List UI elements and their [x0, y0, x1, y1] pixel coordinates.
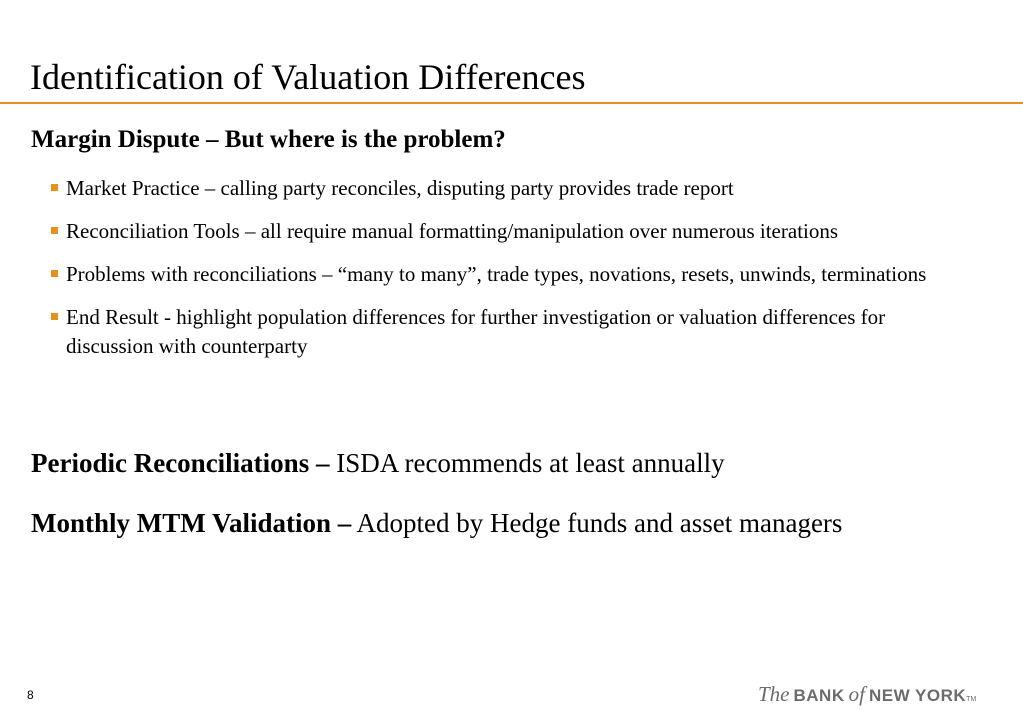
periodic-reconciliations-paragraph	[31, 444, 891, 482]
bullet-text: End Result - highlight population differences for further investigation or valuation differences for discussion with counterparty	[66, 305, 886, 358]
bullet-item	[47, 174, 947, 203]
logo-new-york: NEW YORK	[868, 686, 967, 705]
bullet-text: Problems with reconciliations – “many to many”, trade types, novations, resets, unwinds, terminations	[66, 262, 927, 286]
square-bullet-icon	[51, 227, 58, 234]
square-bullet-icon	[51, 313, 58, 320]
square-bullet-icon	[51, 270, 58, 277]
bullet-text: Reconciliation Tools – all require manual formatting/manipulation over numerous iterations	[66, 219, 839, 243]
bullet-text: Market Practice – calling party reconciles, disputing party provides trade report	[66, 176, 734, 200]
logo-of: of	[848, 682, 865, 706]
paragraph-text: Adopted by Hedge funds and asset managers	[351, 508, 843, 538]
bank-of-new-york-logo	[758, 680, 976, 714]
section-heading: Margin Dispute – But where is the problem?	[31, 126, 506, 153]
logo-the: The	[758, 682, 790, 706]
bullet-item	[47, 217, 947, 246]
paragraph-bold-lead: Monthly MTM Validation –	[31, 508, 352, 538]
paragraph-text: ISDA recommends at least annually	[329, 448, 725, 478]
logo-trademark: TM	[966, 696, 977, 703]
bullet-item	[47, 260, 947, 289]
page-number: 8	[27, 688, 34, 702]
monthly-mtm-validation-paragraph	[31, 504, 891, 542]
title-divider	[0, 102, 1023, 104]
logo-bank: BANK	[793, 686, 845, 705]
bullet-item	[47, 303, 947, 361]
bullet-list	[47, 174, 947, 375]
square-bullet-icon	[51, 184, 58, 191]
paragraph-bold-lead: Periodic Reconciliations –	[31, 448, 330, 478]
slide-title: Identification of Valuation Differences	[30, 57, 586, 97]
